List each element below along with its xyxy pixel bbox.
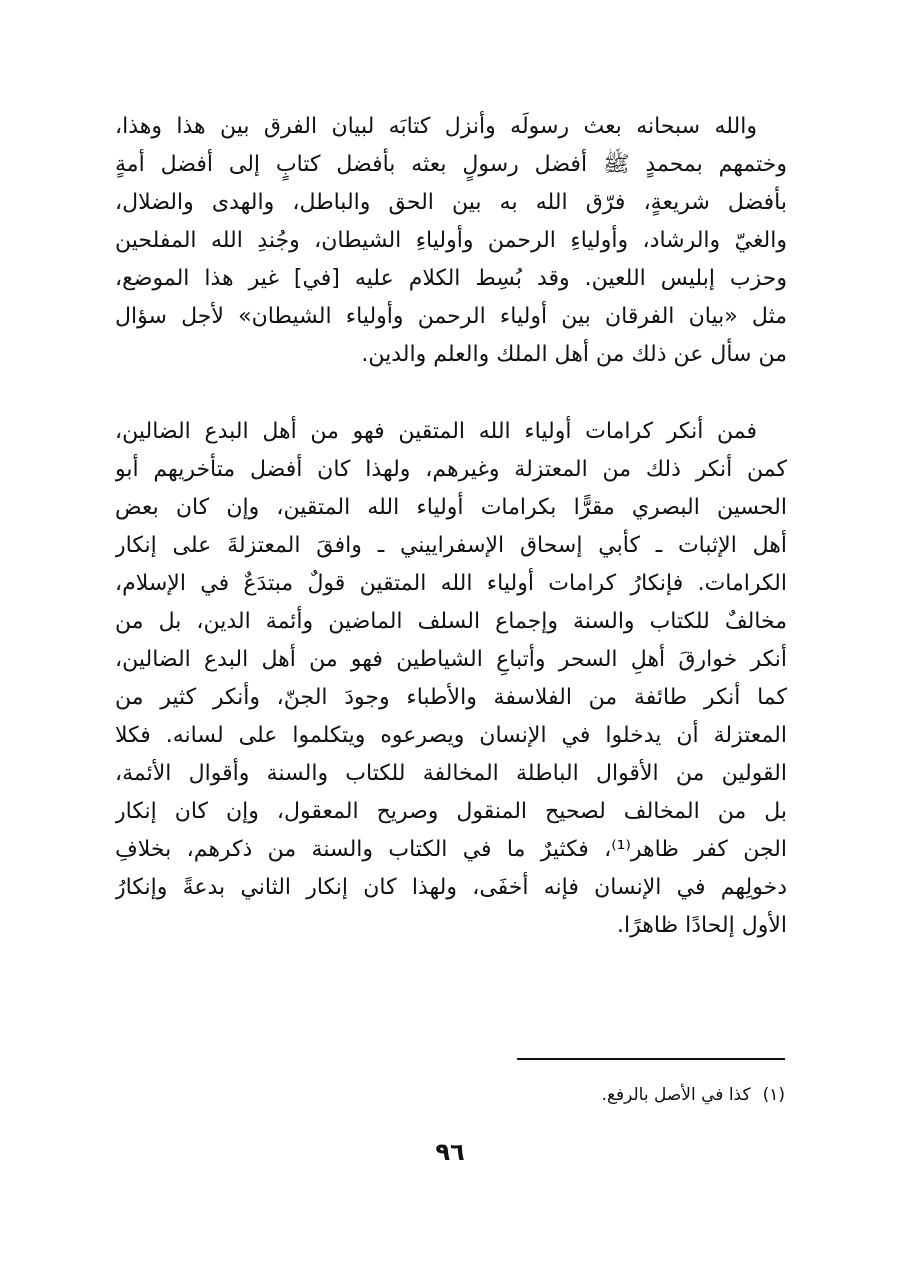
footnote-number: (١)	[762, 1085, 785, 1105]
footnote-separator	[517, 1058, 785, 1060]
text-line: والغيّ والرشاد، وأولياءِ الرحمن وأولياءِ الشيطان، وجُندِ الله المفلحين	[115, 228, 787, 253]
text-line: من سأل عن ذلك من أهل الملك والعلم والدين.	[361, 342, 787, 367]
text-line: والله سبحانه بعث رسولَه وأنزل كتابَه لبيان الفرق بين هذا وهذا،	[115, 114, 757, 139]
text-line: بل من المخالف لصحيح المنقول وصريح المعقول، وإن كان إنكار	[115, 799, 787, 824]
page-number: ٩٦	[435, 1138, 465, 1166]
text-line: وختمهم بمحمدٍ ﷺ أفضل رسولٍ بعثه بأفضل كتابٍ إلى أفضل أمةٍ	[115, 152, 787, 177]
text-line: وحزب إبليس اللعين. وقد بُسِط الكلام عليه [في] غير هذا الموضع،	[115, 266, 787, 291]
text-line: بأفضل شريعةٍ، فرّق الله به بين الحق والباطل، والهدى والضلال،	[115, 190, 787, 215]
footnote-text: كذا في الأصل بالرفع.	[601, 1085, 751, 1105]
text-line: مخالفٌ للكتاب والسنة وإجماع السلف الماضين وأئمة الدين، بل من	[115, 609, 787, 634]
text-line: الأول إلحادًا ظاهرًا.	[617, 913, 787, 938]
text-line: المعتزلة أن يدخلوا في الإنسان ويصرعوه ويتكلموا على لسانه. فكلا	[115, 723, 787, 748]
text-line: مثل «بيان الفرقان بين أولياء الرحمن وأولياء الشيطان» لأجل سؤال	[115, 304, 787, 329]
text-line: الكرامات. فإنكارُ كرامات أولياء الله المتقين قولٌ مبتدَعٌ في الإسلام،	[115, 571, 787, 596]
text-line: أهل الإثبات ـ كأبي إسحاق الإسفراييني ـ وافقَ المعتزلةَ على إنكار	[115, 533, 787, 558]
text-line: القولين من الأقوال الباطلة المخالفة للكتاب والسنة وأقوال الأئمة،	[115, 761, 787, 786]
text-line: كمن أنكر ذلك من المعتزلة وغيرهم، ولهذا كان أفضل متأخريهم أبو	[115, 457, 787, 482]
paragraph-1	[115, 108, 787, 374]
paragraph-2	[115, 413, 787, 945]
text-line: أنكر خوارقَ أهلِ السحر وأتباعِ الشياطين فهو من أهل البدع الضالين،	[115, 647, 787, 672]
text-line: دخولِهم في الإنسان فإنه أخفَى، ولهذا كان إنكار الثاني بدعةً وإنكارُ	[115, 875, 787, 900]
text-line: الحسين البصري مقرًّا بكرامات أولياء الله المتقين، وإن كان بعض	[115, 495, 787, 520]
footnote	[113, 1080, 785, 1110]
text-line: كما أنكر طائفة من الفلاسفة والأطباء وجودَ الجنّ، وأنكر كثير من	[115, 685, 787, 710]
text-line: فمن أنكر كرامات أولياء الله المتقين فهو من أهل البدع الضالين،	[115, 419, 757, 444]
text-line: الجن كفر ظاهر⁽¹⁾، فكثيرٌ ما في الكتاب والسنة من ذكرهم، بخلافِ	[115, 837, 787, 862]
